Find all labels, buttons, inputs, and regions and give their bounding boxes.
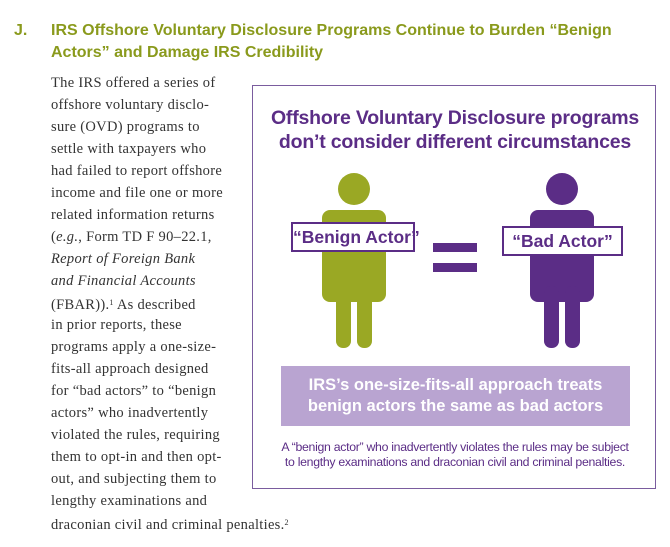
body-line: offshore voluntary disclo- bbox=[51, 97, 210, 113]
paren: ( bbox=[51, 229, 57, 245]
infographic-title-line: Offshore Voluntary Disclosure programs bbox=[270, 107, 640, 129]
infographic-panel bbox=[252, 85, 656, 489]
body-line: fits-all approach designed bbox=[51, 361, 209, 377]
body-line: The IRS offered a series of bbox=[51, 75, 216, 91]
fbar-text: (FBAR)). bbox=[51, 297, 110, 313]
infographic-caption bbox=[253, 440, 657, 470]
body-text-span: draconian civil and criminal penalties. bbox=[51, 517, 285, 533]
body-line: lengthy examinations and bbox=[51, 493, 208, 509]
callout-line: benign actors the same as bad actors bbox=[307, 397, 604, 415]
body-line: them to opt-in and then opt- bbox=[51, 449, 222, 465]
form-ref: , Form TD F 90–22.1, bbox=[78, 229, 212, 245]
callout-box bbox=[281, 366, 630, 426]
body-line: settle with taxpayers who bbox=[51, 141, 207, 157]
eg-italic: e.g. bbox=[56, 229, 79, 245]
actor-figures bbox=[253, 86, 657, 490]
bad-actor-figure-icon bbox=[530, 173, 594, 348]
infographic-title-line: don’t consider different circumstances bbox=[278, 131, 632, 153]
caption-line: A “benign actor” who inadvertently violates the rules may be subject bbox=[281, 440, 629, 454]
body-line: income and file one or more bbox=[51, 185, 223, 201]
benign-actor-label: “Benign Actor” bbox=[291, 222, 415, 252]
section-title: IRS Offshore Voluntary Disclosure Programs Continue to Burden “Benign Actors” and Damage IRS Credibility bbox=[51, 22, 612, 61]
report-title-italic: and Financial Accounts bbox=[51, 273, 196, 289]
body-line: violated the rules, requiring bbox=[51, 427, 220, 443]
benign-actor-figure-icon bbox=[322, 173, 386, 348]
body-line: had failed to report offshore bbox=[51, 163, 223, 179]
body-line: programs apply a one-size- bbox=[51, 339, 217, 355]
section-letter: J. bbox=[14, 22, 28, 39]
equals-sign-icon bbox=[433, 243, 477, 272]
body-line bbox=[51, 512, 670, 534]
body-line: sure (OVD) programs to bbox=[51, 119, 200, 135]
bad-actor-label: “Bad Actor” bbox=[502, 226, 623, 256]
body-line: for “bad actors” to “benign bbox=[51, 383, 217, 399]
footnote-1[interactable]: 1 bbox=[109, 298, 114, 307]
footnote-2[interactable]: 2 bbox=[284, 518, 289, 527]
callout-line: IRS’s one-size-fits-all approach treats bbox=[308, 376, 603, 394]
report-title-italic: Report of Foreign Bank bbox=[51, 251, 196, 267]
body-line: in prior reports, these bbox=[51, 317, 182, 333]
caption-line: to lengthy examinations and draconian civil and criminal penalties. bbox=[284, 455, 626, 469]
body-text-span: As described bbox=[113, 297, 196, 313]
body-line: related information returns bbox=[51, 207, 215, 223]
body-line: actors” who inadvertently bbox=[51, 405, 209, 421]
body-line: out, and subjecting them to bbox=[51, 471, 217, 487]
